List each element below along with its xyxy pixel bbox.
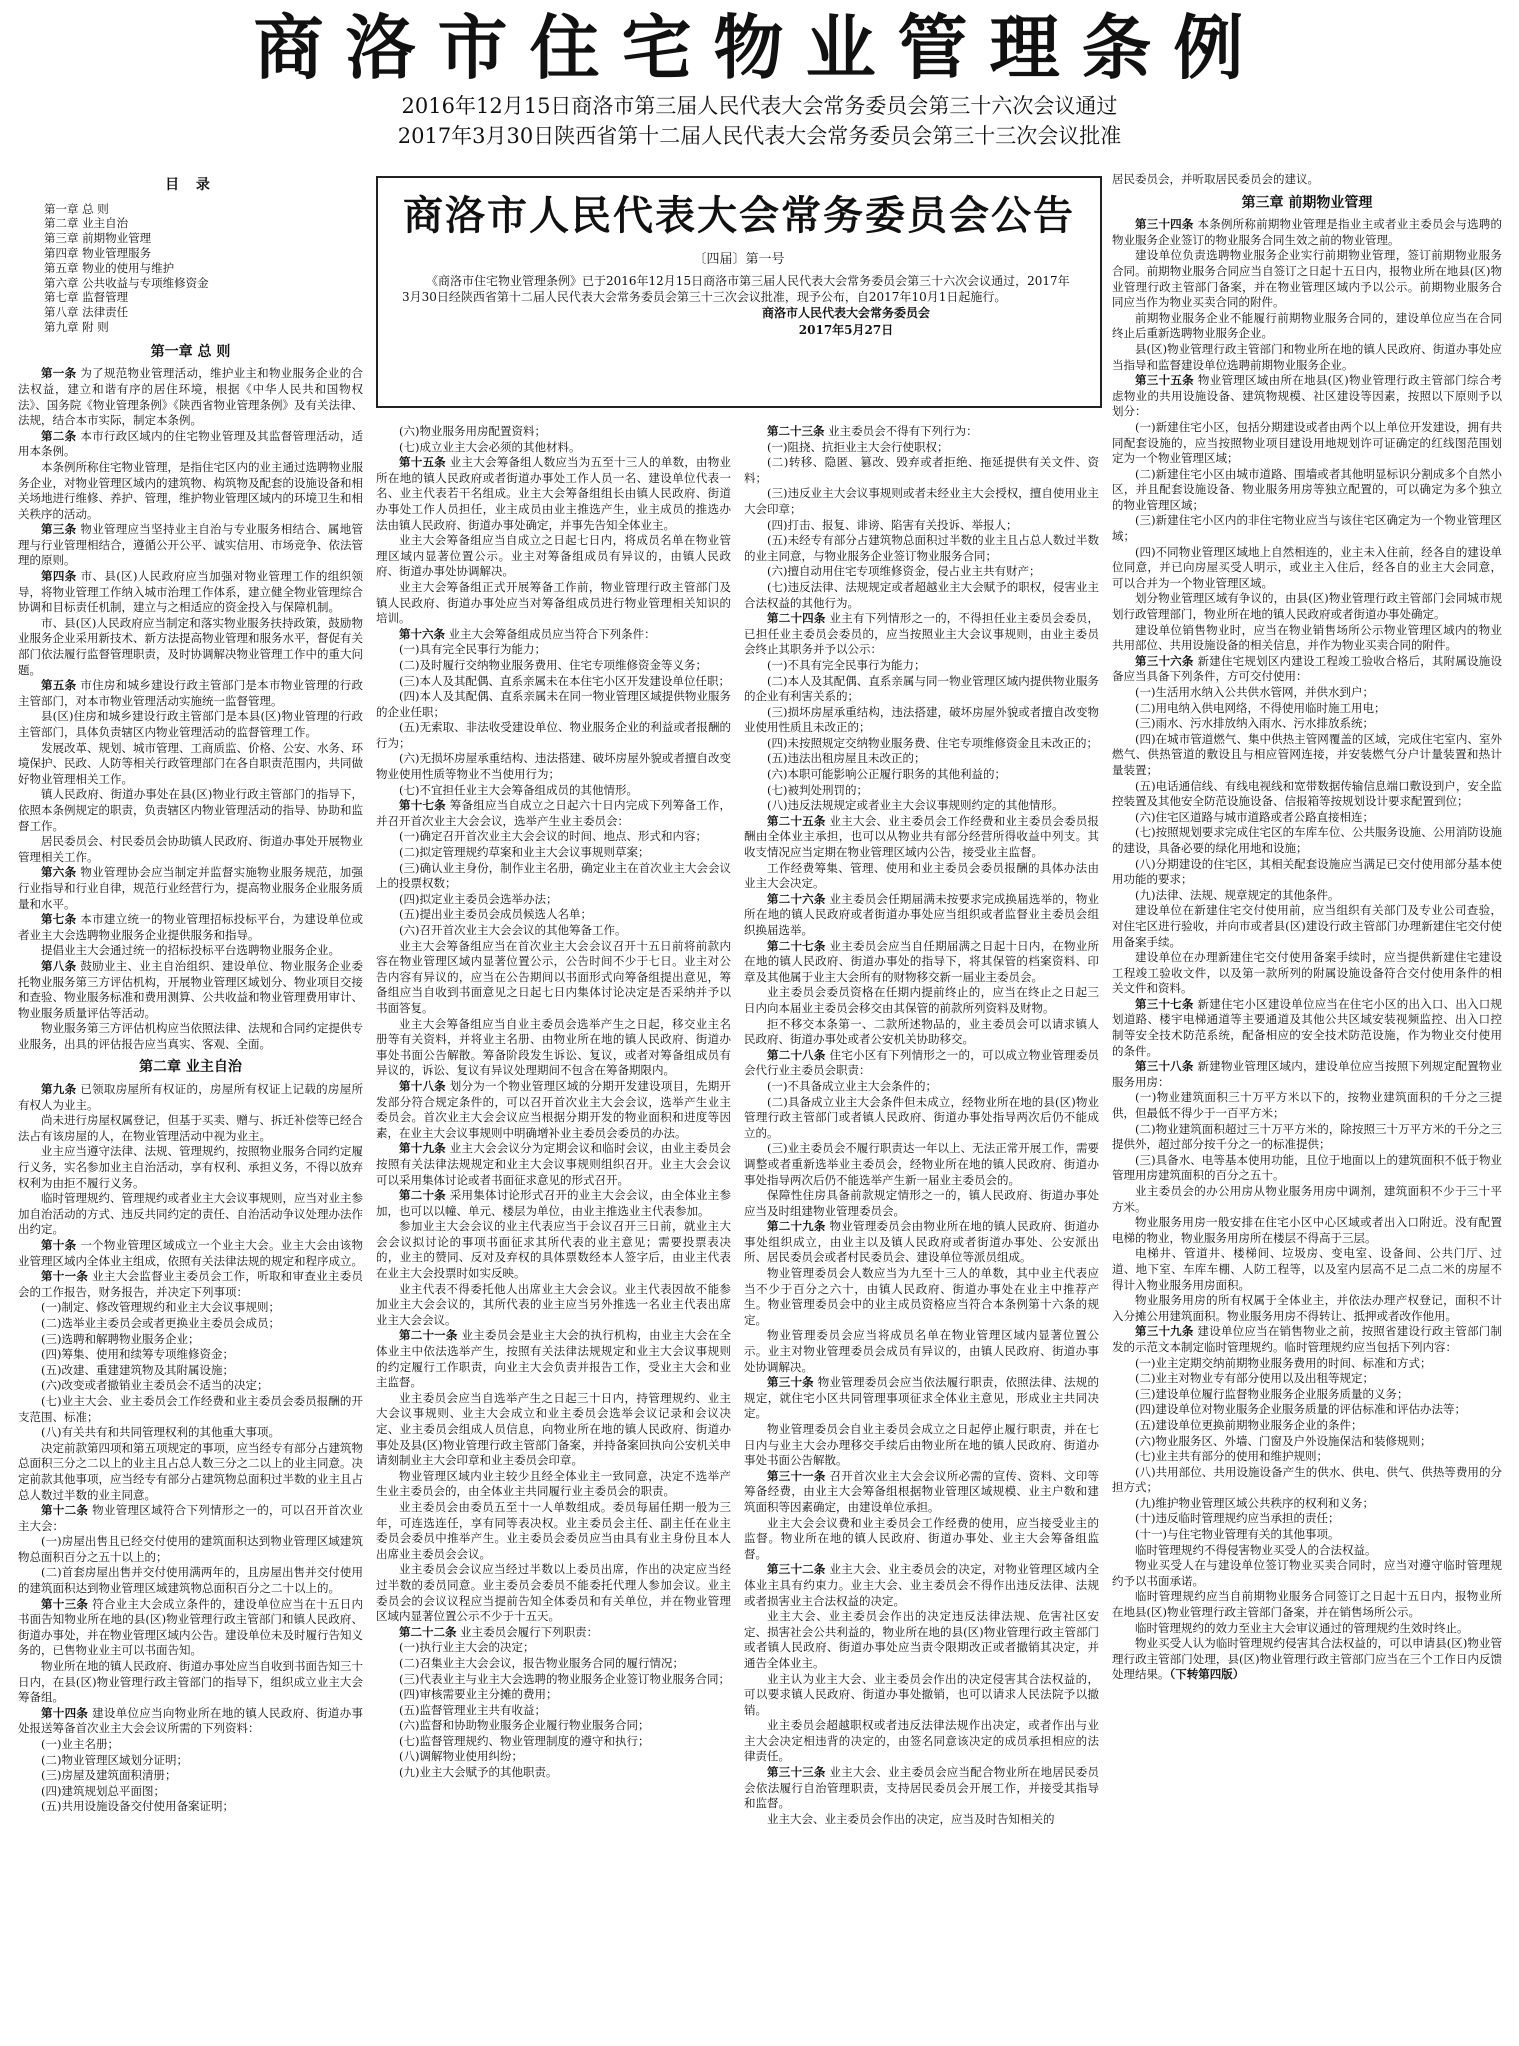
list-item: (六)本职可能影响公正履行职务的其他利益的；: [767, 767, 1006, 782]
article-number: 第七条: [41, 912, 77, 927]
article-text: 物业管理区域由所在地县(区)物业管理行政主管部门综合考虑物业的共用设施设备、建筑物规模、社区建设等因素，按照以下原则予以划分：: [1112, 373, 1502, 419]
list-item: (四)在城市管道燃气、集中供热主管网覆盖的区域，完成住宅室内、室外燃气、供热管道的敷设且与相应管网连接，并安装燃气分户计量装置和热计量装置；: [1112, 731, 1502, 777]
list-item: (一)物业建筑面积三十万平方米以下的，按物业建筑面积的千分之三提供，但最低不得少于一百平方米；: [1112, 1090, 1502, 1121]
article-text: 市住房和城乡建设行政主管部门是本市物业管理的行政主管部门，对本市物业管理活动实施统一监督管理。: [18, 678, 364, 708]
article-number: 第三条: [41, 522, 77, 537]
list-item: (三)本人及其配偶、直系亲属未在本住宅小区开发建设单位任职；: [399, 673, 730, 688]
list-item: (二)召集业主大会会议，报告物业服务合同的履行情况；: [399, 1655, 684, 1670]
list-item: (二)拟定管理规约草案和业主大会议事规则草案；: [399, 845, 650, 860]
article: [376, 455, 731, 533]
article-number: 第十五条: [399, 455, 446, 470]
article: [1112, 1059, 1502, 1090]
paragraph: 业主大会筹备组应当自业主委员会选举产生之日起，移交业主名册等有关资料，并将业主名册、由物业所在地的镇人民政府、街道办事处书面公告解散。筹备阶段发生诉讼、复议，或者对筹备组成员有异议的，诉讼、复议有异议处理期间不包含在筹备期限内。: [376, 1016, 731, 1078]
list-item: (一)不具有完全民事行为能力；: [767, 657, 926, 672]
list-item: (六)监督和协助物业服务企业履行物业服务合同；: [399, 1718, 650, 1733]
list-item: (十)违反临时管理规约应当承担的责任；: [1135, 1511, 1340, 1526]
article-text: 业主大会筹备组成员应当符合下列条件：: [448, 626, 656, 641]
paragraph: 物业管理委员会自业主委员会成立之日起停止履行职责，并在七日内与业主大会办理移交手续后由物业所在地的镇人民政府、街道办事处书面公告解散。: [744, 1422, 1099, 1468]
list-item: (四)审核需要业主分摊的费用；: [399, 1687, 558, 1702]
article: [744, 424, 1099, 440]
paragraph: 业主委员会委员资格在任期内提前终止的，应当在终止之日起三日内向本届业主委员会移交由其保管的前款所列资料及财物。: [744, 985, 1099, 1015]
toc-item: 第一章 总 则: [44, 201, 109, 216]
paragraph: 建设单位在办理新建住宅交付使用备案手续时，应当提供新建住宅建设工程竣工验收文件，以及第一款所列的附属设施设备符合交付使用条件的相关文件和资料。: [1112, 950, 1502, 996]
article-number: 第四条: [41, 569, 77, 584]
article-text: 业主委员会是业主大会的执行机构，由业主大会在全体业主中依法选举产生，按照有关法律法规规定和业主大会议事规则的约定履行工作职责，向业主大会负责并报告工作，受业主大会和业主监督。: [376, 1328, 732, 1390]
list-item: (五)改建、重建建筑物及其附属设施；: [41, 1362, 234, 1377]
article: [18, 1238, 363, 1269]
article-text: 业主大会、业主委员会工作经费和业主委员会委员报酬由全体业主承担，也可以从物业共有部分经营所得收益中列支。其收支情况应当定期在物业管理区域内公告，接受业主监督。: [744, 813, 1100, 860]
list-item: (八)共用部位、共用设施设备产生的供水、供电、供气、供热等费用的分担方式；: [1112, 1464, 1502, 1495]
article: [376, 1625, 731, 1641]
paragraph: 业主大会筹备组应当自成立之日起七日内，将成员名单在物业管理区域内显著位置公示。业主对筹备组成员有异议的，由镇人民政府、街道办事处协调解决。: [376, 533, 731, 579]
article-text: 一个物业管理区域成立一个业主大会。业主大会由该物业管理区域内全体业主组成，依照有关法律法规的规定和程序成立。: [18, 1238, 364, 1268]
article-number: 第十四条: [41, 1705, 89, 1720]
article-text: 新建物业管理区域内，建设单位应当按照下列规定配置物业服务用房：: [1112, 1059, 1503, 1089]
list-item: (八)分期建设的住宅区，其相关配套设施应当满足已交付使用部分基本使用功能的要求；: [1112, 856, 1502, 887]
column-1: [18, 172, 363, 1815]
paragraph: 建设单位在新建住宅交付使用前，应当组织有关部门及专业公司查验，对住宅区进行验收，并向市或者县(区)建设行政主管部门办理新建住宅交付使用备案手续。: [1112, 903, 1502, 949]
article: [18, 1269, 363, 1300]
article-number: 第二十七条: [767, 938, 826, 953]
article: [744, 611, 1099, 658]
list-item: (七)业主大会、业主委员会工作经费和业主委员会委员报酬的开支范围、标准；: [18, 1393, 363, 1424]
article: [18, 678, 363, 709]
article: [376, 1079, 731, 1141]
list-item: (二)物业管理区域划分证明；: [41, 1752, 188, 1767]
list-item: (九)维护物业管理区域公共秩序的权利和义务；: [1135, 1495, 1374, 1510]
list-item: (六)住宅区道路与城市道路或者公路直接相连；: [1135, 809, 1374, 824]
paragraph: 居民委员会、村民委员会协助镇人民政府、街道办事处开展物业管理相关工作。: [18, 834, 363, 864]
article-number: 第三十六条: [1135, 653, 1194, 668]
article-number: 第十条: [41, 1238, 77, 1253]
list-item: (二)业主对物业专有部分使用以及出租等规定；: [1135, 1371, 1374, 1386]
paragraph: 镇人民政府、街道办事处在县(区)物业行政主管部门的指导下，依照本条例规定的职责，负责辖区内物业管理活动的指导、协助和监督工作。: [18, 787, 363, 833]
list-item: (一)执行业主大会的决定；: [399, 1640, 535, 1655]
paragraph: 提倡业主大会通过统一的招标投标平台选聘物业服务企业。: [41, 943, 340, 958]
list-item: (二)具备成立业主大会条件但未成立，经物业所在地的县(区)物业管理行政主管部门或者镇人民政府、街道办事处指导两次后仍不能成立的。: [744, 1094, 1099, 1140]
article-text: 物业管理委员会由物业所在地的镇人民政府、街道办事处组织成立，由业主以及镇人民政府或者街道办事处、公安派出所、居民委员会或者村民委员会、建设单位等派员组成。: [744, 1219, 1100, 1265]
list-item: (十一)与住宅物业管理有关的其他事项。: [1135, 1527, 1340, 1542]
list-item: (七)被判处刑罚的；: [767, 782, 868, 797]
article-number: 第二条: [41, 428, 77, 443]
list-item: (三)建设单位履行监督物业服务企业服务质量的义务；: [1135, 1386, 1409, 1401]
article-text: 为了规范物业管理活动，维护业主和物业服务企业的合法权益，建立和谐有序的居住环境，根据《中华人民共和国物权法》、国务院《物业管理条例》《陕西省物业管理条例》及有关法律、法规，结合本市实际，制定本条例。: [18, 366, 364, 428]
article: [744, 1048, 1099, 1079]
article: [744, 1469, 1099, 1516]
list-item: (七)不宜担任业主大会筹备组成员的其他情形。: [399, 782, 638, 797]
article-text: 建设单位应当在销售物业之前，按照省建设行政主管部门制发的示范文本制定临时管理规约。临时管理规约应当包括下列内容：: [1112, 1324, 1503, 1354]
article: [376, 1141, 731, 1188]
column-2: [376, 424, 731, 1781]
chapter-heading: 第三章 前期物业管理: [1241, 194, 1373, 211]
article-text: 划分为一个物业管理区域的分期开发建设项目，先期开发部分符合规定条件的，可以召开首次业主大会会议，选举产生业主委员会。首次业主大会会议应当根据分期开发的物业面积和进度等因素，在业主大会议事规则中明确增补业主委员会委员的办法。: [376, 1078, 732, 1140]
article-number: 第十九条: [399, 1141, 446, 1156]
article: [376, 627, 731, 643]
list-item: (二)新建住宅小区由城市道路、围墙或者其他明显标识分割成多个自然小区，并且配套设施设备、物业服务用房等独立配置的，可以确定为多个独立的物业管理区域；: [1112, 466, 1502, 512]
article: [18, 522, 363, 569]
article-number: 第十六条: [399, 626, 445, 641]
chapter-heading: 第二章 业主自治: [139, 1059, 242, 1076]
announcement-number: 〔四届〕第一号: [693, 252, 785, 267]
article: [1112, 654, 1502, 685]
article-text: 市、县(区)人民政府应当加强对物业管理工作的组织领导，将物业管理工作纳入城市治理工作体系，建立健全物业管理综合协调和目标责任机制，建立与之相适应的资金投入与保障机制。: [18, 569, 364, 615]
article-number: 第二十二条: [399, 1624, 457, 1639]
announcement-title: 商洛市人民代表大会常务委员会公告: [403, 193, 1075, 239]
paragraph: 划分物业管理区域有争议的，由县(区)物业管理行政主管部门会同城市规划行政管理部门，物业所在地的镇人民政府或者街道办事处确定。: [1112, 591, 1502, 622]
list-item: (一)阻挠、抗拒业主大会行使职权；: [767, 439, 949, 454]
page-headline: 商洛市住宅物业管理条例: [253, 7, 1266, 89]
list-item: (七)成立业主大会必须的其他材料。: [399, 439, 581, 454]
article-number: 第二十条: [399, 1188, 446, 1203]
list-item: (六)物业服务区、外墙、门窗及户外设施保洁和装修规则；: [1135, 1433, 1432, 1448]
paragraph: 业主委员会由委员五至十一人单数组成。委员每届任期一般为三年，可连选连任，享有同等表决权。业主委员会主任、副主任在业主委员会委员中推举产生。业主委员会委员应当由具有业主身份且本人出席业主委员会会议。: [376, 1499, 731, 1561]
article-text: 业主委员会任期届满未按要求完成换届选举的，物业所在地的镇人民政府或者街道办事处应当组织或者监督业主委员会组织换届选举。: [744, 891, 1100, 937]
list-item: (三)确认业主身份，制作业主名册，确定业主在首次业主大会会议上的投票权数；: [376, 860, 731, 891]
article-text: 业主委员会不得有下列行为：: [828, 424, 978, 438]
article-number: 第十三条: [41, 1596, 89, 1611]
list-item: (六)物业服务用房配置资料；: [399, 424, 546, 438]
list-item: (五)电话通信线、有线电视线和宽带数据传输信息端口敷设到户，安全监控装置及其他安全防范设施设备、信报箱等按规划设计要求配置到位；: [1112, 778, 1502, 809]
article: [1112, 1324, 1502, 1355]
list-item: (四)拟定业主委员会选举办法；: [399, 891, 558, 906]
paragraph: 县(区)物业管理行政主管部门和物业所在地的镇人民政府、街道办事处应当指导和监督建设单位选聘前期物业服务企业。: [1112, 341, 1502, 372]
paragraph: [1112, 1636, 1502, 1683]
paragraph: 临时管理规约不得侵害物业买受人的合法权益。: [1135, 1542, 1377, 1557]
list-item: (三)违反业主大会议事规则或者未经业主大会授权，擅自使用业主大会印章；: [744, 486, 1099, 516]
article-text: 业主大会监督业主委员会工作，听取和审查业主委员会的工作报告，财务报告，并决定下列事项：: [18, 1269, 364, 1299]
list-item: (五)无索取、非法收受建设单位、物业服务企业的利益或者报酬的行为；: [376, 720, 731, 750]
list-item: (四)建设单位对物业服务企业服务质量的评估标准和评估办法等；: [1135, 1402, 1466, 1417]
list-item: (五)未经专有部分占建筑物总面积过半数的业主且占总人数过半数的业主同意，与物业服务企业签订物业服务合同；: [744, 533, 1099, 563]
approval-date-line: 2017年3月30日陕西省第十二届人民代表大会常务委员会第三十三次会议批准: [397, 124, 1122, 148]
paragraph: 物业服务用房一般安排在住宅小区中心区域或者出入口附近。没有配置电梯的物业，物业服务用房所在楼层不得高于三层。: [1112, 1215, 1502, 1245]
toc-title: 目 录: [165, 177, 216, 193]
paragraph: (三)业主委员会不履行职责达一年以上、无法正常开展工作，需要调整或者重新选举业主委员会，经物业所在地的镇人民政府、街道办事处指导两次后仍不能选举产生新一届业主委员会的。: [744, 1141, 1099, 1187]
paragraph: 业主代表不得委托他人出席业主大会会议。业主代表因故不能参加业主大会会议的，其所代表的业主应当另外推选一名业主代表出席业主大会会议。: [376, 1281, 731, 1327]
list-item: (三)新建住宅小区内的非住宅物业应当与该住宅区确定为一个物业管理区域；: [1112, 513, 1502, 544]
list-item: (二)选举业主委员会或者更换业主委员会成员；: [41, 1315, 280, 1330]
toc-item: 第二章 业主自治: [44, 216, 129, 231]
article-text: 本条例所称前期物业管理是指业主或者业主委员会与选聘的物业服务企业签订的物业服务合同生效之前的物业管理。: [1112, 217, 1503, 247]
toc-list: [44, 202, 363, 335]
paragraph: 物业管理区域内业主较少且经全体业主一致同意，决定不选举产生业主委员会的，由全体业主共同履行业主委员会的职责。: [376, 1468, 731, 1499]
paragraph: 业主大会会议费和业主委员会工作经费的使用，应当接受业主的监督。物业所在地的镇人民政府、街道办事处、业主大会筹备组监督。: [744, 1515, 1099, 1561]
article-text: 业主委员会应当自任期届满之日起十日内，在物业所在地的镇人民政府、街道办事处的指导下，将其保管的档案资料、印章及其他属于业主大会所有的财物移交新一届业主委员会。: [744, 938, 1100, 984]
list-item: (七)违反法律、法规规定或者超越业主大会赋予的职权，侵害业主合法权益的其他行为。: [744, 579, 1099, 610]
article-number: 第三十条: [767, 1375, 814, 1390]
list-item: (五)共用设施设备交付使用备案证明；: [41, 1799, 234, 1814]
article: [18, 366, 363, 428]
list-item: (八)有关共有和共同管理权利的其他重大事项。: [41, 1425, 280, 1440]
list-item: (一)业主定期交纳前期物业服务费用的时间、标准和方式；: [1135, 1355, 1432, 1370]
list-item: (八)调解物业使用纠纷；: [399, 1749, 523, 1764]
paragraph: 物业买受人在与建设单位签订物业买卖合同时，应当对遵守临时管理规约予以书面承诺。: [1112, 1558, 1502, 1588]
article-number: 第三十三条: [767, 1765, 826, 1780]
paragraph: 县(区)住房和城乡建设行政主管部门是本县(区)物业管理的行政主管部门，具体负责辖区内物业管理活动的监督管理工作。: [18, 709, 363, 740]
list-item: (六)无损坏房屋承重结构、违法搭建、破坏房屋外貌或者擅自改变物业使用性质等物业不当使用行为；: [376, 751, 731, 782]
article-text: 业主大会、业主委员会的决定，对物业管理区域内全体业主具有约束力。业主大会、业主委员会不得作出违反法律、法规或者损害业主合法权益的决定。: [744, 1562, 1100, 1608]
article-text: 住宅小区有下列情形之一的，可以成立物业管理委员会代行业主委员会职责：: [744, 1047, 1100, 1078]
list-item: (二)本人及其配偶、直系亲属与同一物业管理区域内提供物业服务的企业有利害关系的；: [744, 673, 1099, 704]
list-item: (三)代表业主与业主大会选聘的物业服务企业签订物业服务合同；: [399, 1671, 730, 1686]
announcement-signature: [402, 305, 956, 339]
list-item: (三)房屋及建筑面积清册；: [41, 1768, 177, 1783]
article-number: 第三十一条: [767, 1468, 826, 1483]
list-item: (七)按照规划要求完成住宅区的车库车位、公共服务设施、公用消防设施的建设，具备必要的绿化用地和设施；: [1112, 825, 1502, 855]
paragraph: 业主委员会应当自选举产生之日起三十日内，持管理规约、业主大会议事规则、业主大会成立和业主委员会选举会议记录和会议决定、业主委员会组成人员信息，向物业所在地的镇人民政府、街道办事处及县(区)物业管理行政主管部门备案，并持备案回执向公安机关申请刻制业主大会印章和业主委员会印章。: [376, 1390, 731, 1468]
article-number: 第十一条: [41, 1269, 89, 1284]
article-number: 第八条: [41, 958, 77, 973]
list-item: (一)生活用水纳入公共供水管网，并供水到户；: [1135, 685, 1374, 699]
article-number: 第十二条: [41, 1503, 89, 1518]
article-text: 新建住宅小区建设单位应当在住宅小区的出入口、出入口规划道路、楼宇电梯通道等主要通道及其他公共区域安装视频监控、出入口控制等安全技术防范系统，配备相应的安全技术防范设施，作为物业交付使用的条件。: [1112, 996, 1503, 1058]
announcement-body: 《商洛市住宅物业管理条例》已于2016年12月15日商洛市第三届人民代表大会常务委员会第三十六次会议通过，2017年3月30日经陕西省第十二届人民代表大会常务委员会第三十三次会议批准，现予公布，自2017年10月1日起施行。: [402, 274, 1070, 304]
list-item: (二)首套房屋出售并交付使用满两年的，且房屋出售并交付使用的建筑面积达到物业管理区域建筑物总面积百分之二十以上的。: [18, 1565, 363, 1596]
article-text: 本市行政区域内的住宅物业管理及其监督管理活动，适用本条例。: [18, 428, 364, 459]
announcement-date: 2017年5月27日: [798, 323, 894, 337]
article-text: 业主大会、业主委员会应当配合物业所在地居民委员会依法履行自治管理职责，支持居民委员会开展工作，并接受其指导和监督。: [744, 1765, 1100, 1811]
signer: 商洛市人民代表大会常务委员会: [761, 306, 930, 320]
list-item: (四)不同物业管理区域地上自然相连的，业主未入住前，经各自的建设单位同意，并已向房屋买受人明示，或业主入住后，经各自的业主大会同意，可以合并为一个物业管理区域。: [1112, 544, 1502, 590]
table-of-contents: [18, 178, 363, 335]
paragraph: 发展改革、规划、城市管理、工商质监、价格、公安、水务、环境保护、民政、人防等相关行政管理部门在各自职责范围内，共同做好物业管理相关工作。: [18, 740, 363, 786]
paragraph: 决定前款第四项和第五项规定的事项，应当经专有部分占建筑物总面积三分之二以上的业主且占总人数三分之二以上的业主同意。决定前款其他事项，应当经专有部分占建筑物总面积过半数的业主且占总人数过半数的业主同意。: [18, 1440, 363, 1502]
article-number: 第一条: [41, 366, 77, 381]
article-text: 物业管理应当坚持业主自治与专业服务相结合、属地管理与行业管理相结合，遵循公开公平、诚实信用、市场竞争、依法管理的原则。: [18, 522, 364, 568]
list-item: (五)违法出租房屋且未改正的；: [767, 751, 926, 766]
article-number: 第六条: [41, 865, 77, 880]
article-text: 业主有下列情形之一的，不得担任业主委员会委员，已担任业主委员会委员的，应当按照业主大会议事规则，由业主委员会终止其职务并予以公示：: [744, 611, 1100, 657]
article-number: 第九条: [41, 1082, 77, 1097]
paragraph: 建设单位负责选聘物业服务企业实行前期物业管理，签订前期物业服务合同。前期物业服务合同应当自签订之日起十五日内，报物业所在地县(区)物业管理行政主管部门备案，并在物业管理区域内予以公示。前期物业服务合同应当作为物业买卖合同的附件。: [1112, 248, 1502, 310]
article-text: 建设单位应当向物业所在地的镇人民政府、街道办事处报送筹备首次业主大会会议所需的下列资料：: [18, 1705, 364, 1736]
list-item: (三)选聘和解聘物业服务企业；: [41, 1331, 200, 1346]
article: [744, 1219, 1099, 1266]
paragraph: 临时管理规约应当自前期物业服务合同签订之日起十五日内，报物业所在地县(区)物业管理行政主管部门备案，并在销售场所公示。: [1112, 1589, 1502, 1620]
article-number: 第二十九条: [767, 1219, 826, 1234]
article-text: 符合业主大会成立条件的，建设单位应当在十五日内书面告知物业所在地的县(区)物业管理行政主管部门和镇人民政府、街道办事处，并在物业管理区域内公告。建设单位未及时履行告知义务的，已售物业业主可以书面告知。: [18, 1596, 364, 1658]
chapter-heading: 第一章 总 则: [150, 343, 231, 360]
toc-item: 第四章 物业管理服务: [44, 245, 152, 260]
article-text: 业主大会会议分为定期会议和临时会议，由业主委员会按照有关法律法规规定和业主大会议事规则组织召开。业主大会会议可以采用集体讨论或者书面征求意见的形式召开。: [376, 1141, 732, 1187]
list-item: (六)改变或者撤销业主委员会不适当的决定；: [41, 1378, 269, 1393]
article: [744, 892, 1099, 939]
list-item: (五)监督管理业主共有收益；: [399, 1702, 546, 1717]
article-text: 召开首次业主大会会议所必需的宣传、资料、文印等筹备经费，由业主大会筹备组根据物业管理区域规模、业主户数和建筑面积等因素确定，由建设单位承担。: [744, 1468, 1100, 1514]
list-item: (四)筹集、使用和续筹专项维修资金；: [41, 1347, 234, 1362]
article-number: 第十七条: [399, 798, 446, 813]
article: [18, 1503, 363, 1534]
article: [1112, 373, 1502, 420]
article: [18, 429, 363, 460]
article-number: 第三十八条: [1135, 1059, 1194, 1074]
article-text: 物业管理委员会应当依法履行职责，依照法律、法规的规定，就住宅小区共同管理事项征求全体业主意见，形成业主共同决定。: [744, 1375, 1100, 1421]
list-item: (二)及时履行交纳物业服务费用、住宅专项维修资金等义务；: [399, 657, 707, 672]
article: [744, 1765, 1099, 1812]
list-item: (七)监督管理规约、物业管理制度的遵守和执行；: [399, 1733, 650, 1748]
article-number: 第十八条: [399, 1078, 446, 1093]
list-item: (八)违反法规规定或者业主大会议事规则约定的其他情形。: [767, 798, 1064, 813]
paragraph: 电梯井、管道井、楼梯间、垃圾房、变电室、设备间、公共门厅、过道、地下室、车库车棚、人防工程等，以及室内层高不足二点二米的房屋不得计入物业服务用房面积。: [1112, 1246, 1502, 1292]
article-number: 第三十四条: [1135, 217, 1194, 232]
article: [744, 939, 1099, 986]
article: [1112, 217, 1502, 248]
article-number: 第二十八条: [767, 1047, 826, 1062]
article: [18, 1706, 363, 1737]
article-text: 已领取房屋所有权证的，房屋所有权证上记载的房屋所有权人为业主。: [18, 1082, 364, 1112]
list-item: (三)损坏房屋承重结构，违法搭建，破坏房屋外貌或者擅自改变物业使用性质且未改正的；: [744, 704, 1099, 735]
paragraph: 工作经费筹集、管理、使用和业主委员会委员报酬的具体办法由业主大会决定。: [744, 860, 1099, 891]
paragraph: 物业管理委员会应当将成员名单在物业管理区域内显著位置公示。业主对物业管理委员会成员有异议的，由镇人民政府、街道办事处协调解决。: [744, 1328, 1099, 1374]
article-text: 筹备组应当自成立之日起六十日内完成下列筹备工作，并召开首次业主大会会议，选举产生业主委员会：: [376, 798, 732, 828]
paragraph: 业主大会、业主委员会作出的决定，应当及时告知相关的: [767, 1811, 1055, 1826]
article-number: 第五条: [41, 678, 77, 693]
list-item: (二)转移、隐匿、篡改、毁弃或者拒绝、拖延提供有关文件、资料；: [744, 455, 1099, 485]
article-number: 第二十六条: [767, 891, 826, 906]
paragraph: 临时管理规约、管理规约或者业主大会议事规则，应当对业主参加自治活动的方式、违反共同约定的责任、自治活动争议处理办法作出约定。: [18, 1191, 363, 1237]
article-text: 物业管理协会应当制定并监督实施物业服务规范，加强行业指导和行业自律，规范行业经营行为，提高物业服务企业服务质量和水平。: [18, 865, 364, 911]
article: [18, 1082, 363, 1113]
list-item: (二)物业建筑面积超过三十万平方米的，除按照三十万平方米的千分之三提供外，超过部分按千分之一的标准提供；: [1112, 1121, 1502, 1152]
paragraph: 物业服务用房的所有权属于全体业主，并依法办理产权登记，面积不计入分摊公用建筑面积。物业服务用房不得转让、抵押或者改作他用。: [1112, 1293, 1502, 1323]
article-text: 业主委员会履行下列职责：: [460, 1624, 599, 1639]
toc-item: 第八章 法律责任: [44, 305, 129, 320]
paragraph: 物业管理委员会人数应当为九至十三人的单数，其中业主代表应当不少于百分之六十，由镇人民政府、街道办事处在业主中推荐产生。物业管理委员会中的业主成员资格应当符合本条例第十六条的规定。: [744, 1266, 1099, 1327]
list-item: (一)不具备成立业主大会条件的；: [767, 1078, 937, 1093]
paragraph: 本条例所称住宅物业管理，是指住宅区内的业主通过选聘物业服务企业，对物业管理区域内的建筑物、构筑物及配套的设施设备和相关场地进行维修、养护、管理，维护物业管理区域内的环境卫生和相关秩序的活动。: [18, 459, 363, 521]
column-3: [744, 424, 1099, 1827]
list-item: (四)打击、报复、诽谤、陷害有关投诉、举报人；: [767, 517, 1018, 532]
article: [376, 1188, 731, 1219]
list-item: (一)制定、修改管理规约和业主大会议事规则；: [41, 1300, 280, 1315]
list-item: (一)确定召开首次业主大会会议的时间、地点、形式和内容；: [399, 829, 707, 844]
article-text: 新建住宅规划区内建设工程竣工验收合格后，其附属设施设备应当具备下列条件，方可交付使用：: [1112, 653, 1503, 684]
list-item: (一)房屋出售且已经交付使用的建筑面积达到物业管理区域建筑物总面积百分之五十以上的；: [18, 1534, 363, 1564]
article: [18, 959, 363, 1021]
list-item: (九)法律、法规、规章规定的其他条件。: [1135, 887, 1340, 902]
announcement-box: [376, 176, 1102, 408]
list-item: (三)具备水、电等基本使用功能，且位于地面以上的建筑面积不低于物业管理用房建筑面积的百分之五十。: [1112, 1152, 1502, 1183]
list-item: (四)本人及其配偶、直系亲属未在同一物业管理区域提供物业服务的企业任职；: [376, 689, 731, 719]
list-item: (六)擅自动用住宅专项维修资金，侵占业主共有财产；: [767, 564, 1041, 579]
paragraph: 保障性住房具备前款规定情形之一的，镇人民政府、街道办事处应当及时组建物业管理委员会。: [744, 1188, 1099, 1218]
article-number: 第二十五条: [767, 813, 826, 828]
article-number: 第三十二条: [767, 1562, 826, 1577]
paragraph: 建设单位销售物业时，应当在物业销售场所公示物业管理区域内的物业共用部位、共用设施设备的相关信息，并作为物业买卖合同的附件。: [1112, 622, 1502, 653]
passage-date-line: 2016年12月15日商洛市第三届人民代表大会常务委员会第三十六次会议通过: [401, 94, 1118, 118]
toc-item: 第三章 前期物业管理: [44, 231, 152, 246]
article: [744, 814, 1099, 861]
paragraph: 市、县(区)人民政府应当制定和落实物业服务扶持政策，鼓励物业服务企业采用新技术、新方法提高物业管理和服务水平，督促有关部门依法履行监督管理职责，及时协调解决物业管理工作中的重大问题。: [18, 615, 363, 677]
list-item: (一)新建住宅小区，包括分期建设或者由两个以上单位开发建设，拥有共同配套设施的，应当按照物业项目建设用地规划许可证确定的红线图范围划定为一个物业管理区域；: [1112, 419, 1502, 466]
paragraph: 业主认为业主大会、业主委员会作出的决定侵害其合法权益的，可以要求镇人民政府、街道办事处撤销，也可以请求人民法院予以撤销。: [744, 1671, 1099, 1717]
paragraph: 参加业主大会会议的业主代表应当于会议召开三日前，就业主大会会议拟讨论的事项书面征求其所代表的业主意见；需要投票表决的，业主的赞同、反对及弃权的具体票数经本人签字后，由业主代表在业主大会投票时如实反映。: [376, 1219, 731, 1281]
paragraph: 业主大会筹备组应当在首次业主大会会议召开十五日前将前款内容在物业管理区域内显著位置公示，公告时间不少于七日。业主对公告内容有异议的，应当在公告期间以书面形式向筹备组提出意见，筹备组应当自收到书面意见之日起七日内集体讨论决定是否采纳并予以书面答复。: [376, 938, 731, 1015]
paragraph: 前期物业服务企业不能履行前期物业服务合同的，建设单位应当在合同终止后重新选聘物业服务企业。: [1112, 310, 1502, 341]
paragraph: 居民委员会，并听取居民委员会的建议。: [1112, 172, 1319, 186]
article-text: 业主大会筹备组人数应当为五至十三人的单数，由物业所在地的镇人民政府或者街道办事处工作人员一名、建设单位代表一名、业主代表若干名组成。业主大会筹备组组长由镇人民政府、街道办事处工作人员担任，业主成员由业主推选产生，业主成员的推选办法由镇人民政府、街道办事处确定，并事先告知全体业主。: [376, 455, 732, 532]
article: [376, 1328, 731, 1390]
article-number: 第三十五条: [1135, 373, 1194, 388]
paragraph: 业主委员会的办公用房从物业服务用房中调剂，建筑面积不少于三十平方米。: [1112, 1184, 1502, 1214]
toc-item: 第七章 监督管理: [44, 290, 129, 305]
article: [744, 1562, 1099, 1609]
list-item: (五)建设单位更换前期物业服务企业的条件；: [1135, 1417, 1363, 1432]
list-item: (四)未按照规定交纳物业服务费、住宅专项维修资金且未改正的；: [767, 735, 1098, 750]
article: [18, 912, 363, 943]
article-number: 第二十三条: [767, 424, 825, 438]
toc-item: 第九章 附 则: [44, 319, 109, 334]
paragraph: 业主应当遵守法律、法规、管理规约，按照物业服务合同约定履行义务，实名参加业主自治活动，享有权利、承担义务，不得以放弃权利为由拒不履行义务。: [18, 1144, 363, 1190]
article-number: 第三十九条: [1135, 1324, 1194, 1339]
paragraph: 业主委员会会议应当经过半数以上委员出席，作出的决定应当经过半数的委员同意。业主委员会委员不能委托代理人参加会议。业主委员会的会议议程应当提前告知全体委员和有关单位，并在物业管理区域内显著位置公示不少于十五天。: [376, 1562, 731, 1624]
paragraph: 物业所在地的镇人民政府、街道办事处应当自收到书面告知三十日内，在县(区)物业管理行政主管部门的指导下，组织成立业主大会筹备组。: [18, 1659, 363, 1705]
article-number: 第三十七条: [1135, 996, 1194, 1011]
paragraph: 业主大会、业主委员会作出的决定违反法律法规、危害社区安定、损害社会公共利益的，物业所在地的县(区)物业管理行政主管部门或者镇人民政府、街道办事处应当责令限期改正或者撤销其决定，并通告全体业主。: [744, 1609, 1099, 1670]
list-item: (一)业主名册；: [41, 1737, 119, 1752]
paragraph: 尚未进行房屋权属登记，但基于买卖、赠与、拆迁补偿等已经合法占有该房屋的人，在物业管理活动中视为业主。: [18, 1113, 363, 1143]
article: [376, 798, 731, 829]
article-number: 第二十一条: [399, 1328, 458, 1343]
list-item: (五)提出业主委员会成员候选人名单；: [399, 907, 592, 922]
article-text: 物业管理区域符合下列情形之一的，可以召开首次业主大会：: [18, 1503, 364, 1533]
article: [744, 1375, 1099, 1422]
article: [18, 569, 363, 616]
article: [18, 865, 363, 912]
list-item: (三)雨水、污水排放纳入雨水、污水排放系统；: [1135, 716, 1374, 731]
paragraph: 物业服务第三方评估机构应当依照法律、法规和合同约定提供专业服务，出具的评估报告应当真实、客观、全面。: [18, 1021, 363, 1051]
list-item: (七)业主共有部分的使用和维护规则；: [1135, 1449, 1328, 1464]
list-item: (九)业主大会赋予的其他职责。: [399, 1765, 558, 1780]
list-item: (六)召开首次业主大会会议的其他筹备工作。: [399, 923, 627, 937]
paragraph: 业主大会筹备组正式开展筹备工作前，物业管理行政主管部门及镇人民政府、街道办事处应当对筹备组成员进行物业管理相关知识的培训。: [376, 579, 731, 626]
list-item: (二)用电纳入供电网络，不得使用临时施工用电；: [1135, 700, 1386, 715]
article-text: 采用集体讨论形式召开的业主大会会议，由全体业主参加，也可以以幢、单元、楼层为单位，由业主推选业主代表参加。: [376, 1188, 732, 1218]
toc-item: 第五章 物业的使用与维护: [44, 260, 175, 275]
paragraph: 临时管理规约的效力至业主大会审议通过的管理规约生效时终止。: [1135, 1620, 1469, 1635]
paragraph: 拒不移交本条第一、二款所述物品的，业主委员会可以请求镇人民政府、街道办事处或者公安机关协助移交。: [744, 1016, 1099, 1047]
article-number: 第二十四条: [767, 611, 826, 626]
continued-note[interactable]: （下转第四版）: [1169, 1667, 1245, 1682]
toc-item: 第六章 公共收益与专项维修资金: [44, 275, 209, 290]
column-4: [1112, 172, 1502, 1683]
article: [1112, 997, 1502, 1059]
article-text: 鼓励业主、业主自治组织、建设单位、物业服务企业委托物业服务第三方评估机构，开展物业管理区域划分、物业项目交接和查验、物业服务标准和费用测算、公共收益和物业管理费用审计、物业服务质量评估等活动。: [18, 958, 364, 1020]
list-item: (一)具有完全民事行为能力；: [399, 642, 546, 657]
paragraph-text: 物业买受人认为临时管理规约侵害其合法权益的，可以申请县(区)物业管理行政主管部门处理，县(区)物业管理行政主管部门应当在三个工作日内反馈处理结果。: [1112, 1636, 1502, 1682]
article-text: 本市建立统一的物业管理招标投标平台，为建设单位或者业主大会选聘物业服务企业提供服务和指导。: [18, 912, 364, 942]
paragraph: 业主委员会超越职权或者违反法律法规作出决定，或者作出与业主大会决定相违背的决定的，由签名同意该决定的成员承担相应的法律责任。: [744, 1718, 1099, 1764]
list-item: (四)建筑规划总平面图；: [41, 1783, 165, 1798]
article: [18, 1597, 363, 1659]
